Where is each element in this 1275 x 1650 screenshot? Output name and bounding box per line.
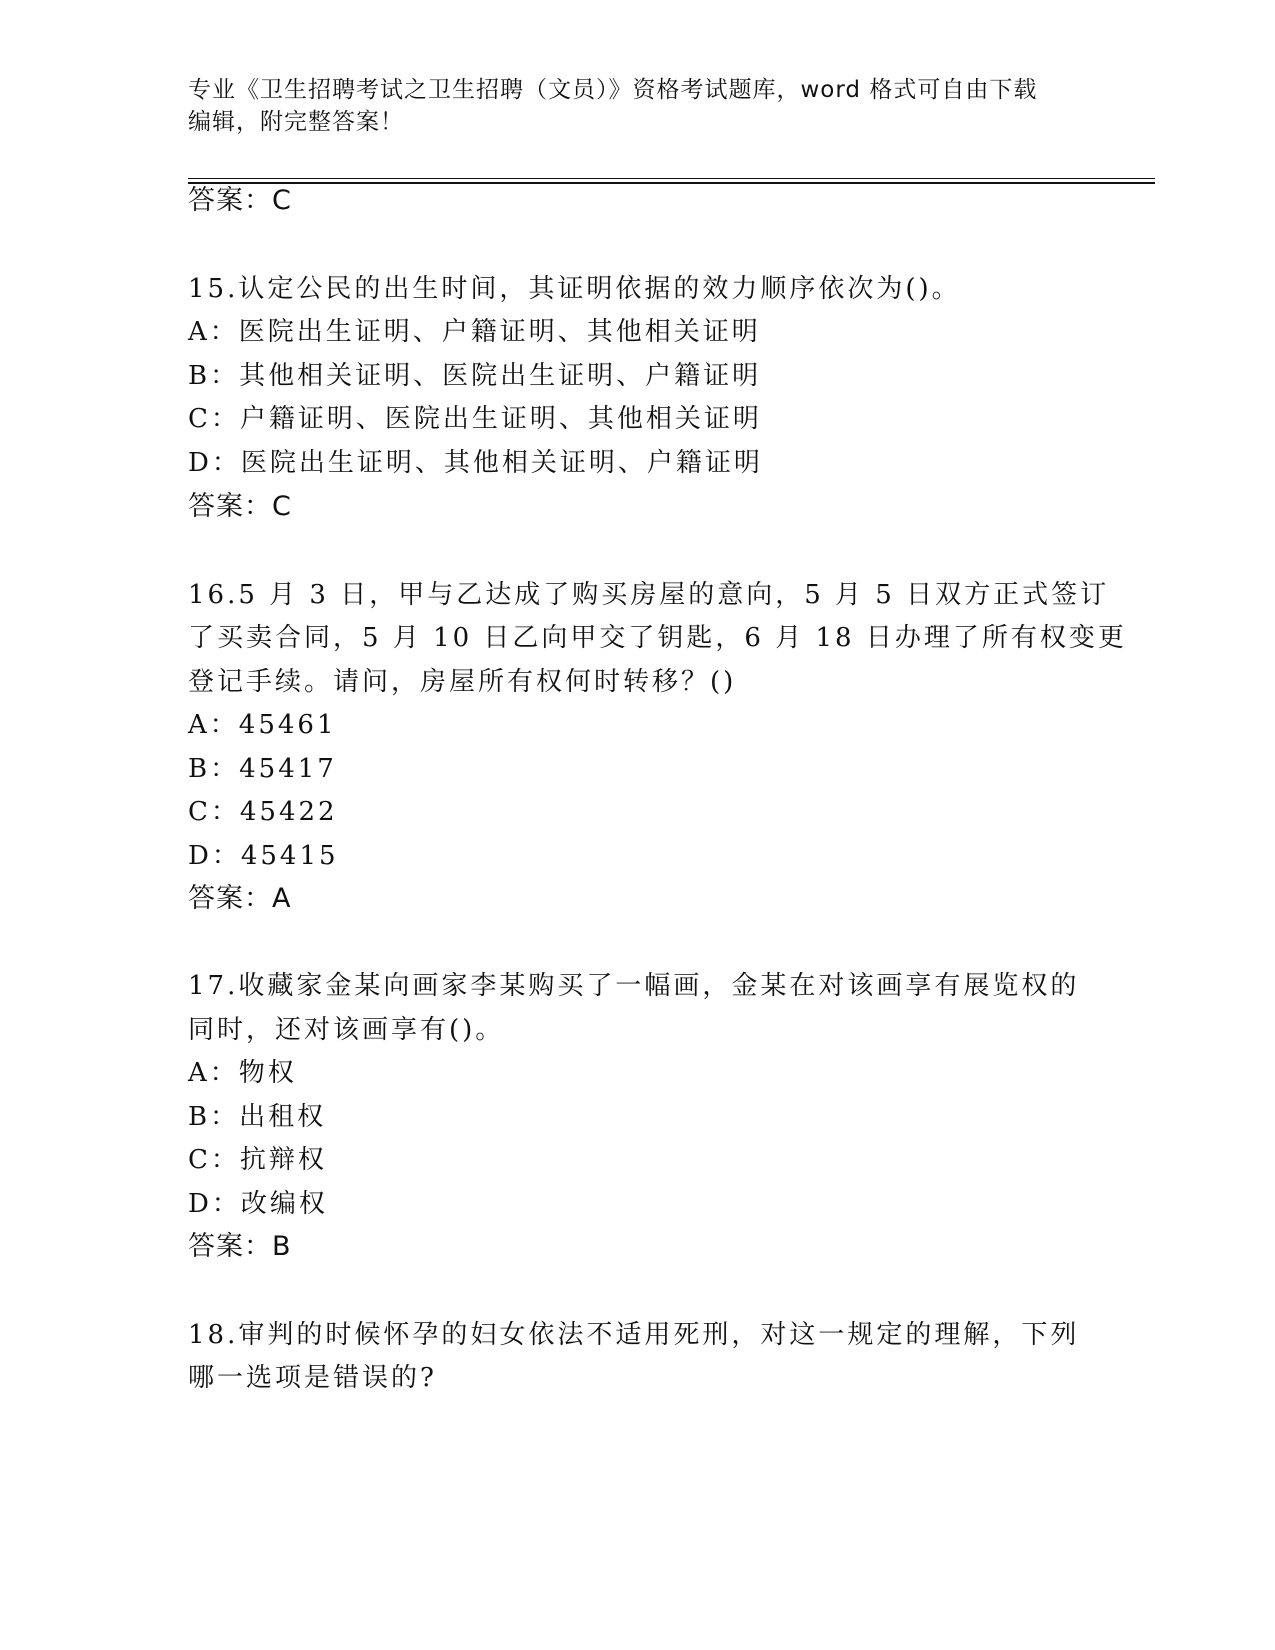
- question-18-text-line-2: 哪一选项是错误的?: [188, 1363, 437, 1393]
- question-18-text-line-1: 18.审判的时候怀孕的妇女依法不适用死刑，对这一规定的理解，下列: [188, 1320, 1080, 1350]
- question-17-option-a: A：物权: [188, 1058, 297, 1088]
- question-15-option-a: A：医院出生证明、户籍证明、其他相关证明: [188, 317, 761, 347]
- question-16-option-b: B：45417: [188, 754, 337, 784]
- document-header: [188, 74, 1088, 138]
- question-15-option-c: C：户籍证明、医院出生证明、其他相关证明: [188, 404, 762, 434]
- previous-answer: 答案：C: [188, 185, 292, 216]
- header-divider-thick: [188, 182, 1155, 184]
- question-16-option-c: C：45422: [188, 797, 338, 827]
- question-15-option-b: B：其他相关证明、医院出生证明、户籍证明: [188, 361, 762, 391]
- question-15-answer: 答案：C: [188, 491, 292, 522]
- question-17-option-d: D：改编权: [188, 1189, 328, 1219]
- question-15-text: 15.认定公民的出生时间，其证明依据的效力顺序依次为()。: [188, 274, 961, 304]
- question-16-text-line-3: 登记手续。请问，房屋所有权何时转移？(): [188, 667, 737, 697]
- question-16-option-d: D：45415: [188, 841, 339, 871]
- question-16-text-line-1: 16.5 月 3 日，甲与乙达成了购买房屋的意向，5 月 5 日双方正式签订: [188, 580, 1110, 610]
- question-17-text-line-2: 同时，还对该画享有()。: [188, 1015, 505, 1045]
- question-17-option-b: B：出租权: [188, 1102, 327, 1132]
- header-line-2: 编辑，附完整答案！: [188, 109, 404, 135]
- question-16-text-line-2: 了买卖合同，5 月 10 日乙向甲交了钥匙，6 月 18 日办理了所有权变更: [188, 623, 1127, 653]
- header-divider-thin: [188, 178, 1155, 179]
- question-16-option-a: A：45461: [188, 710, 337, 740]
- question-15-option-d: D：医院出生证明、其他相关证明、户籍证明: [188, 448, 763, 478]
- header-line-1: 专业《卫生招聘考试之卫生招聘（文员）》资格考试题库，word 格式可自由下载: [188, 77, 1038, 103]
- question-17-text-line-1: 17.收藏家金某向画家李某购买了一幅画，金某在对该画享有展览权的: [188, 971, 1080, 1001]
- question-17-answer: 答案：B: [188, 1231, 292, 1262]
- question-16-answer: 答案：A: [188, 883, 292, 914]
- question-17-option-c: C：抗辩权: [188, 1145, 327, 1175]
